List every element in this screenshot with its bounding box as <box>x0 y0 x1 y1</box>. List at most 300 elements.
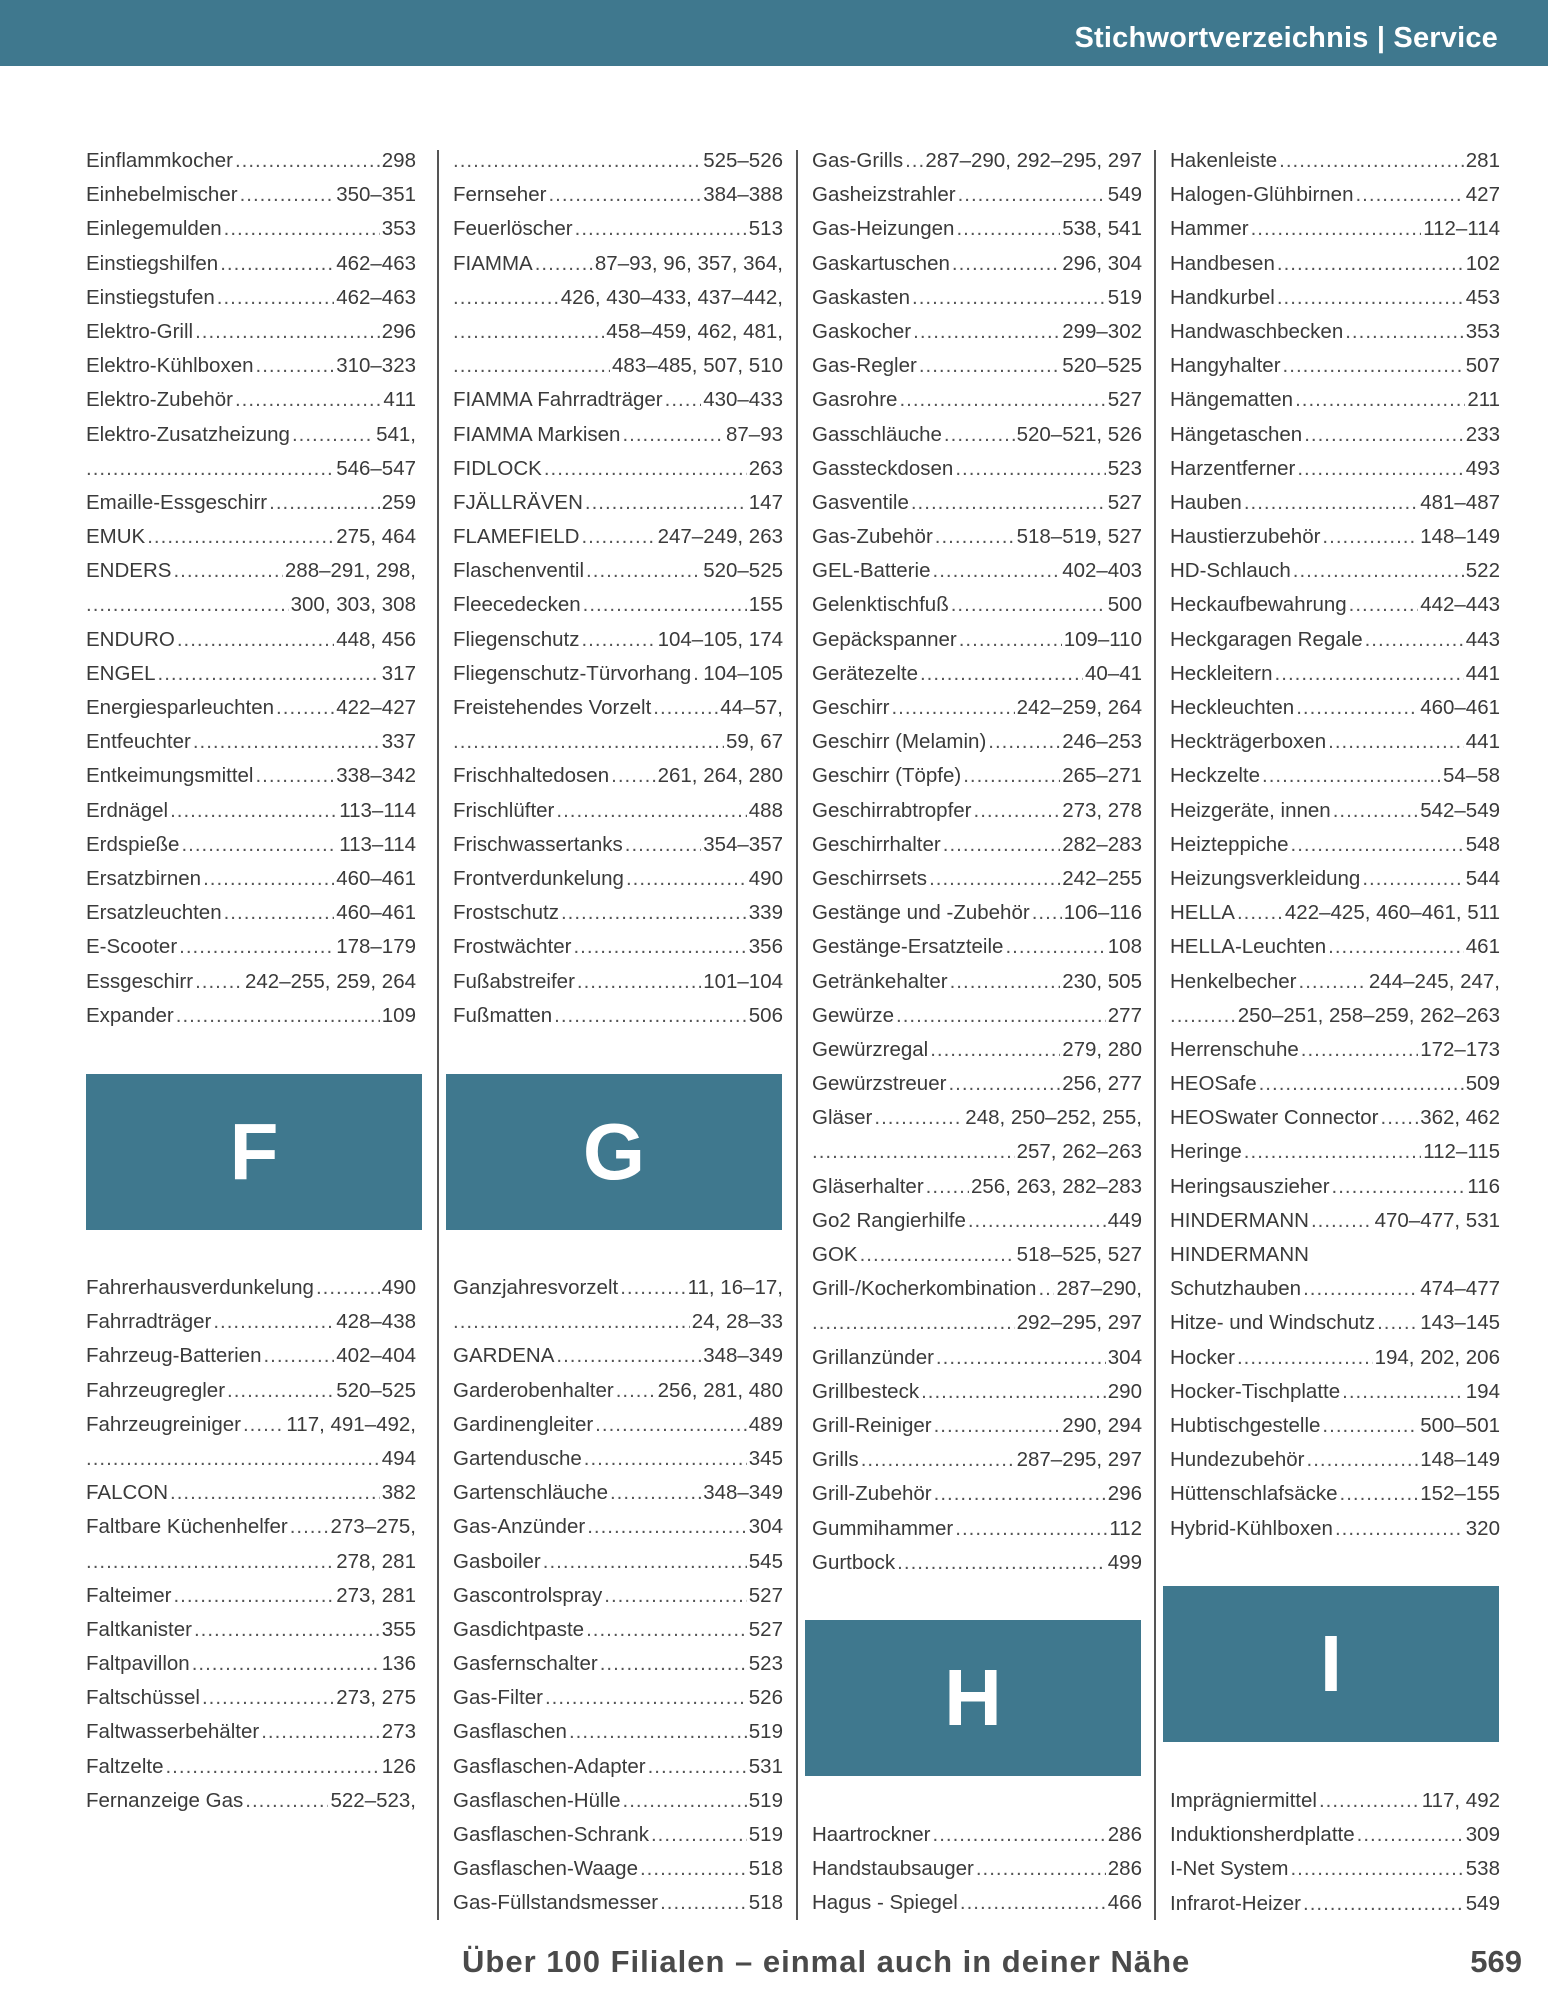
dot-leader <box>1335 1512 1464 1546</box>
index-entry <box>1170 520 1500 554</box>
index-term: Gasflaschen-Hülle <box>453 1788 621 1812</box>
dot-leader <box>604 1579 747 1613</box>
index-entry <box>812 1341 1142 1375</box>
index-pages: 549 <box>1107 183 1142 207</box>
index-entry <box>812 896 1142 930</box>
dot-leader <box>952 247 1060 281</box>
index-pages: 102 <box>1465 251 1500 275</box>
index-pages: 87–93, 96, 357, 364, <box>594 251 783 275</box>
index-term: Faltwasserbehälter <box>86 1720 260 1744</box>
column-divider <box>437 150 439 1920</box>
dot-leader <box>1328 725 1464 759</box>
index-term: Haustierzubehör <box>1170 525 1321 549</box>
index-term: Gas-Filter <box>453 1686 543 1710</box>
index-term: Hauben <box>1170 490 1242 514</box>
index-pages: 172–173 <box>1420 1037 1500 1061</box>
index-pages: 427 <box>1465 183 1500 207</box>
index-entry <box>812 1409 1142 1443</box>
index-entry <box>453 212 783 246</box>
index-entry <box>1170 418 1500 452</box>
index-term: Geschirr (Melamin) <box>812 730 987 754</box>
index-entry <box>1170 554 1500 588</box>
index-term: Einlegemulden <box>86 217 222 241</box>
index-pages: 113–114 <box>339 798 416 822</box>
index-term: Gasflaschen-Adapter <box>453 1754 646 1778</box>
index-pages: 520–525 <box>703 559 783 583</box>
index-term: Geschirr (Töpfe) <box>812 764 962 788</box>
index-entry <box>812 1375 1142 1409</box>
index-entry <box>812 862 1142 896</box>
index-term: Heckaufbewahrung <box>1170 593 1347 617</box>
index-term: Geschirrabtropfer <box>812 798 972 822</box>
index-entry <box>86 212 416 246</box>
letter-heading-f: F <box>86 1074 422 1230</box>
index-term: Fahrradträger <box>86 1310 212 1334</box>
index-entry <box>1170 1170 1500 1204</box>
index-entry <box>1170 862 1500 896</box>
dot-leader <box>933 1818 1106 1852</box>
index-term: GOK <box>812 1243 858 1266</box>
index-pages: 527 <box>748 1583 783 1607</box>
index-entry <box>1170 623 1500 657</box>
dot-leader <box>86 588 289 622</box>
index-entry <box>812 281 1142 315</box>
index-term: Erdspieße <box>86 832 180 856</box>
dot-leader <box>1333 794 1419 828</box>
index-entry <box>453 930 783 964</box>
index-term: Elektro-Kühlboxen <box>86 354 254 378</box>
index-pages: 143–145 <box>1420 1311 1500 1335</box>
index-entry <box>86 1271 416 1305</box>
index-entry <box>812 794 1142 828</box>
dot-leader <box>958 178 1106 212</box>
index-entry <box>86 1305 416 1339</box>
index-entry <box>86 486 416 520</box>
index-term: Einhebelmischer <box>86 183 238 207</box>
index-pages: 299–302 <box>1062 319 1142 343</box>
index-entry <box>453 965 783 999</box>
index-entry <box>86 759 416 793</box>
index-entry <box>812 1101 1142 1135</box>
index-term: Schutzhauben <box>1170 1277 1302 1301</box>
index-pages: 522–523, <box>330 1788 416 1812</box>
index-term: Handwaschbecken <box>1170 319 1344 343</box>
dot-leader <box>586 1613 747 1647</box>
dot-leader <box>453 144 701 178</box>
dot-leader <box>292 418 374 452</box>
dot-leader <box>1365 623 1464 657</box>
dot-leader <box>812 1306 1015 1340</box>
index-term: Henkelbecher <box>1170 969 1297 993</box>
index-pages: 518 <box>748 1891 783 1915</box>
index-entry <box>453 178 783 212</box>
dot-leader <box>1345 315 1464 349</box>
index-entry <box>1170 657 1500 691</box>
index-entry <box>86 1545 416 1579</box>
index-term: HELLA-Leuchten <box>1170 935 1327 959</box>
index-entry <box>453 1545 783 1579</box>
index-term: Faltbare Küchenhelfer <box>86 1515 288 1539</box>
index-entry <box>453 1339 783 1373</box>
letter-heading-h: H <box>805 1620 1141 1776</box>
footer-tagline: Über 100 Filialen – einmal auch in deiner Nähe <box>462 1944 1191 1979</box>
dot-leader <box>956 212 1060 246</box>
index-term: Geschirr <box>812 696 890 719</box>
index-term: Hundezubehör <box>1170 1448 1305 1472</box>
index-term: HEOSwater Connector <box>1170 1106 1379 1130</box>
index-pages: 287–295, 297 <box>1016 1448 1142 1472</box>
index-pages: 353 <box>381 217 416 241</box>
index-pages: 549 <box>1465 1891 1500 1915</box>
dot-leader <box>1291 828 1464 862</box>
index-entry <box>1170 452 1500 486</box>
index-term: Essgeschirr <box>86 969 194 993</box>
index-entry <box>453 1818 783 1852</box>
index-entry <box>1170 965 1500 999</box>
index-term: Go2 Rangierhilfe <box>812 1208 966 1232</box>
index-pages: 519 <box>748 1788 783 1812</box>
index-pages: 422–425, 460–461, 511 <box>1284 901 1500 925</box>
index-entry <box>86 691 416 725</box>
dot-leader <box>235 144 380 178</box>
dot-leader <box>950 965 1061 999</box>
index-pages: 287–290, <box>1056 1277 1142 1301</box>
index-entry <box>453 1886 783 1920</box>
index-pages: 300, 303, 308 <box>290 593 416 617</box>
index-term: GEL-Batterie <box>812 559 931 583</box>
index-pages: 117, 491–492, <box>286 1412 416 1436</box>
dot-leader <box>1295 383 1465 417</box>
index-entry <box>1170 1784 1500 1818</box>
index-pages: 211 <box>1467 388 1500 412</box>
index-pages: 546–547 <box>336 456 416 480</box>
index-term: Gas-Füllstandsmesser <box>453 1891 659 1915</box>
index-pages: 519 <box>748 1720 783 1744</box>
dot-leader <box>1275 657 1464 691</box>
index-pages: 290 <box>1107 1379 1142 1403</box>
index-pages: 518–519, 527 <box>1016 525 1142 549</box>
index-term: Herrenschuhe <box>1170 1037 1299 1061</box>
index-pages: 506 <box>748 1003 783 1027</box>
index-column-2 <box>453 144 783 1924</box>
index-entry <box>453 144 783 178</box>
dot-leader <box>575 212 747 246</box>
index-entry <box>812 828 1142 862</box>
index-column-1 <box>86 144 416 1924</box>
index-term: Ganzjahresvorzelt <box>453 1276 619 1299</box>
dot-leader <box>544 452 747 486</box>
index-entry <box>1170 1818 1500 1852</box>
dot-leader <box>595 1408 747 1442</box>
dot-leader <box>453 349 610 383</box>
dot-leader <box>963 759 1060 793</box>
index-pages: 355 <box>381 1617 416 1641</box>
index-entry <box>86 623 416 657</box>
index-entry <box>812 247 1142 281</box>
index-pages: 542–549 <box>1420 798 1500 822</box>
index-pages: 113–114 <box>339 832 416 856</box>
index-term: Hakenleiste <box>1170 149 1278 172</box>
index-term: Gasflaschen-Schrank <box>453 1823 649 1846</box>
index-column-4 <box>1170 144 1500 1924</box>
index-pages: 259 <box>381 490 416 514</box>
index-entry <box>812 657 1142 691</box>
dot-leader <box>245 1784 328 1818</box>
index-term: Garderobenhalter <box>453 1378 614 1402</box>
index-entry <box>1170 1067 1500 1101</box>
index-term: Gasrohre <box>812 388 898 412</box>
index-entry <box>86 247 416 281</box>
index-pages: 348–349 <box>703 1481 783 1505</box>
index-term: Gartendusche <box>453 1446 582 1470</box>
index-term: Geschirrhalter <box>812 832 941 856</box>
index-entry <box>86 1613 416 1647</box>
index-term: Gewürzstreuer <box>812 1072 947 1096</box>
dot-leader <box>1038 1272 1054 1306</box>
index-term: Gelenktischfuß <box>812 593 949 617</box>
index-entry <box>453 588 783 622</box>
index-term: Gasventile <box>812 490 909 514</box>
index-term: Geschirrsets <box>812 866 928 890</box>
index-entry <box>1170 588 1500 622</box>
index-term: Gasboiler <box>453 1549 541 1573</box>
index-entry <box>812 1443 1142 1477</box>
index-term: Emaille-Essgeschirr <box>86 490 268 514</box>
index-term: Entkeimungsmittel <box>86 764 254 788</box>
index-entry <box>812 1512 1142 1546</box>
index-pages: 523 <box>748 1652 783 1676</box>
dot-leader <box>1322 1409 1418 1443</box>
index-entry <box>453 486 783 520</box>
index-term: E-Scooter <box>86 935 178 959</box>
index-entry <box>1170 1204 1500 1238</box>
index-pages: 273, 278 <box>1062 798 1142 822</box>
index-pages: 339 <box>748 901 783 925</box>
index-term: Elektro-Zusatzheizung <box>86 422 290 446</box>
dot-leader <box>1342 1375 1464 1409</box>
dot-leader <box>577 965 701 999</box>
dot-leader <box>1279 144 1464 178</box>
index-pages: 520–525 <box>1062 354 1142 378</box>
index-term: Grills <box>812 1448 859 1472</box>
index-pages: 441 <box>1465 661 1500 685</box>
index-term: Fahrerhausverdunkelung <box>86 1276 314 1299</box>
index-entry <box>86 896 416 930</box>
index-term: Hängetaschen <box>1170 422 1303 446</box>
index-entry <box>453 418 783 452</box>
index-term: Grill-Reiniger <box>812 1413 932 1437</box>
index-pages: 488 <box>748 798 783 822</box>
index-pages: 356 <box>748 935 783 959</box>
index-term: Flaschenventil <box>453 559 585 583</box>
index-term: Hängematten <box>1170 388 1294 412</box>
index-entry <box>1170 486 1500 520</box>
header-title: Stichwortverzeichnis | Service <box>1074 22 1498 54</box>
index-pages: 520–521, 526 <box>1016 422 1142 446</box>
index-pages: 112–115 <box>1423 1140 1500 1164</box>
index-term: Gasschläuche <box>812 422 942 446</box>
dot-leader <box>955 452 1105 486</box>
index-pages: 278, 281 <box>336 1549 416 1573</box>
index-entry <box>1170 896 1500 930</box>
index-pages: 448, 456 <box>336 627 416 651</box>
index-pages: 460–461 <box>336 866 416 890</box>
index-pages: 490 <box>748 866 783 890</box>
index-term: Gestänge und -Zubehör <box>812 901 1030 925</box>
index-pages: 519 <box>1107 285 1142 309</box>
dot-leader <box>583 588 747 622</box>
index-entry <box>453 1613 783 1647</box>
dot-leader <box>569 1715 747 1749</box>
index-entry <box>86 281 416 315</box>
index-pages: 108 <box>1107 935 1142 959</box>
dot-leader <box>554 999 747 1033</box>
index-term: Grill-/Kocherkombination <box>812 1277 1037 1301</box>
index-entry <box>1170 178 1500 212</box>
index-term: Gasheizstrahler <box>812 183 956 207</box>
index-term: FIAMMA <box>453 251 533 275</box>
index-entry <box>812 588 1142 622</box>
index-pages: 281 <box>1465 149 1500 172</box>
dot-leader <box>181 828 337 862</box>
index-entry <box>453 1647 783 1681</box>
dot-leader <box>556 1339 701 1373</box>
index-entry <box>453 691 783 725</box>
index-entry <box>1170 349 1500 383</box>
index-pages: 337 <box>381 730 416 754</box>
index-pages: 522 <box>1465 559 1500 583</box>
index-pages: 273, 275 <box>336 1686 416 1710</box>
index-pages: 466 <box>1107 1891 1142 1915</box>
index-term: Induktionsherdplatte <box>1170 1823 1355 1847</box>
index-entry <box>453 794 783 828</box>
dot-leader <box>213 1305 334 1339</box>
dot-leader <box>86 452 334 486</box>
index-pages: 494 <box>381 1446 416 1470</box>
index-term: Faltzelte <box>86 1754 164 1778</box>
dot-leader <box>640 1852 747 1886</box>
index-term: Gas-Zubehör <box>812 525 933 549</box>
index-pages: 275, 464 <box>336 525 416 549</box>
index-entry <box>812 178 1142 212</box>
dot-leader <box>194 1613 380 1647</box>
index-pages: 462–463 <box>336 251 416 275</box>
letter-heading-g: G <box>446 1074 782 1230</box>
dot-leader <box>1237 1341 1373 1375</box>
index-pages: 527 <box>748 1617 783 1641</box>
dot-leader <box>930 1033 1060 1067</box>
index-pages: 531 <box>748 1754 783 1778</box>
dot-leader <box>693 657 701 691</box>
index-entry <box>453 1271 783 1305</box>
index-term: Gläser <box>812 1106 873 1130</box>
index-entry <box>453 759 783 793</box>
index-pages: 298 <box>381 149 416 172</box>
index-pages: 513 <box>748 217 783 241</box>
dot-leader <box>586 554 701 588</box>
dot-leader <box>86 1442 380 1476</box>
index-pages: 362, 462 <box>1420 1106 1500 1130</box>
dot-leader <box>610 1476 701 1510</box>
dot-leader <box>626 862 747 896</box>
dot-leader <box>896 999 1106 1033</box>
index-term: Gewürzregal <box>812 1037 929 1061</box>
index-pages: 277 <box>1107 1003 1142 1027</box>
dot-leader <box>1005 930 1105 964</box>
index-term: Gasflaschen-Waage <box>453 1857 638 1881</box>
index-entry <box>1170 383 1500 417</box>
dot-leader <box>920 657 1083 691</box>
index-term: Fahrzeug-Batterien <box>86 1344 262 1368</box>
dot-leader <box>899 383 1105 417</box>
index-pages: 286 <box>1107 1823 1142 1846</box>
dot-leader <box>263 1339 334 1373</box>
index-term: Expander <box>86 1003 174 1027</box>
index-entry <box>86 999 416 1033</box>
dot-leader <box>1296 691 1418 725</box>
index-entry <box>812 486 1142 520</box>
index-pages: 384–388 <box>703 183 783 207</box>
index-term: Feuerlöscher <box>453 217 573 241</box>
index-term: Energiesparleuchten <box>86 696 275 719</box>
index-entry <box>812 1170 1142 1204</box>
index-pages: 112–114 <box>1423 217 1500 241</box>
index-term: Faltkanister <box>86 1617 192 1641</box>
index-entry <box>453 1579 783 1613</box>
index-term: Gascontrolspray <box>453 1583 603 1607</box>
index-entry <box>1170 1375 1500 1409</box>
index-entry <box>86 1339 416 1373</box>
index-term: Einstiegstufen <box>86 285 215 309</box>
index-pages: 104–105 <box>703 661 783 685</box>
dot-leader <box>921 1375 1106 1409</box>
dot-leader <box>203 862 334 896</box>
index-pages: 248, 250–252, 255, <box>965 1106 1142 1130</box>
index-term: Gas-Grills <box>812 149 904 172</box>
index-pages: 242–255 <box>1062 866 1142 890</box>
index-entry <box>86 725 416 759</box>
dot-leader <box>543 1545 747 1579</box>
index-pages: 136 <box>381 1652 416 1676</box>
index-pages: 242–255, 259, 264 <box>245 969 416 993</box>
index-pages: 104–105, 174 <box>657 627 783 651</box>
dot-leader <box>897 1546 1106 1580</box>
index-entry <box>812 1306 1142 1340</box>
index-term: Gaskasten <box>812 285 910 309</box>
index-entry <box>1170 1306 1500 1340</box>
index-pages: 304 <box>1107 1345 1142 1369</box>
dot-leader <box>1381 1101 1419 1135</box>
dot-leader <box>926 1170 969 1204</box>
index-pages: 242–259, 264 <box>1016 696 1142 719</box>
dot-leader <box>951 588 1106 622</box>
index-term: Gartenschläuche <box>453 1481 608 1505</box>
index-entry <box>812 930 1142 964</box>
index-entry <box>812 418 1142 452</box>
index-term: HINDERMANN <box>1170 1243 1309 1266</box>
index-pages: 441 <box>1465 730 1500 754</box>
index-entry <box>1170 1272 1500 1306</box>
dot-leader <box>1377 1306 1418 1340</box>
index-term: Ersatzleuchten <box>86 901 222 925</box>
dot-leader <box>1277 281 1464 315</box>
index-pages: 292–295, 297 <box>1016 1311 1142 1335</box>
index-term: Fleecedecken <box>453 593 581 617</box>
dot-leader <box>573 930 746 964</box>
index-pages: 462–463 <box>336 285 416 309</box>
dot-leader <box>1251 212 1422 246</box>
dot-leader <box>988 725 1060 759</box>
